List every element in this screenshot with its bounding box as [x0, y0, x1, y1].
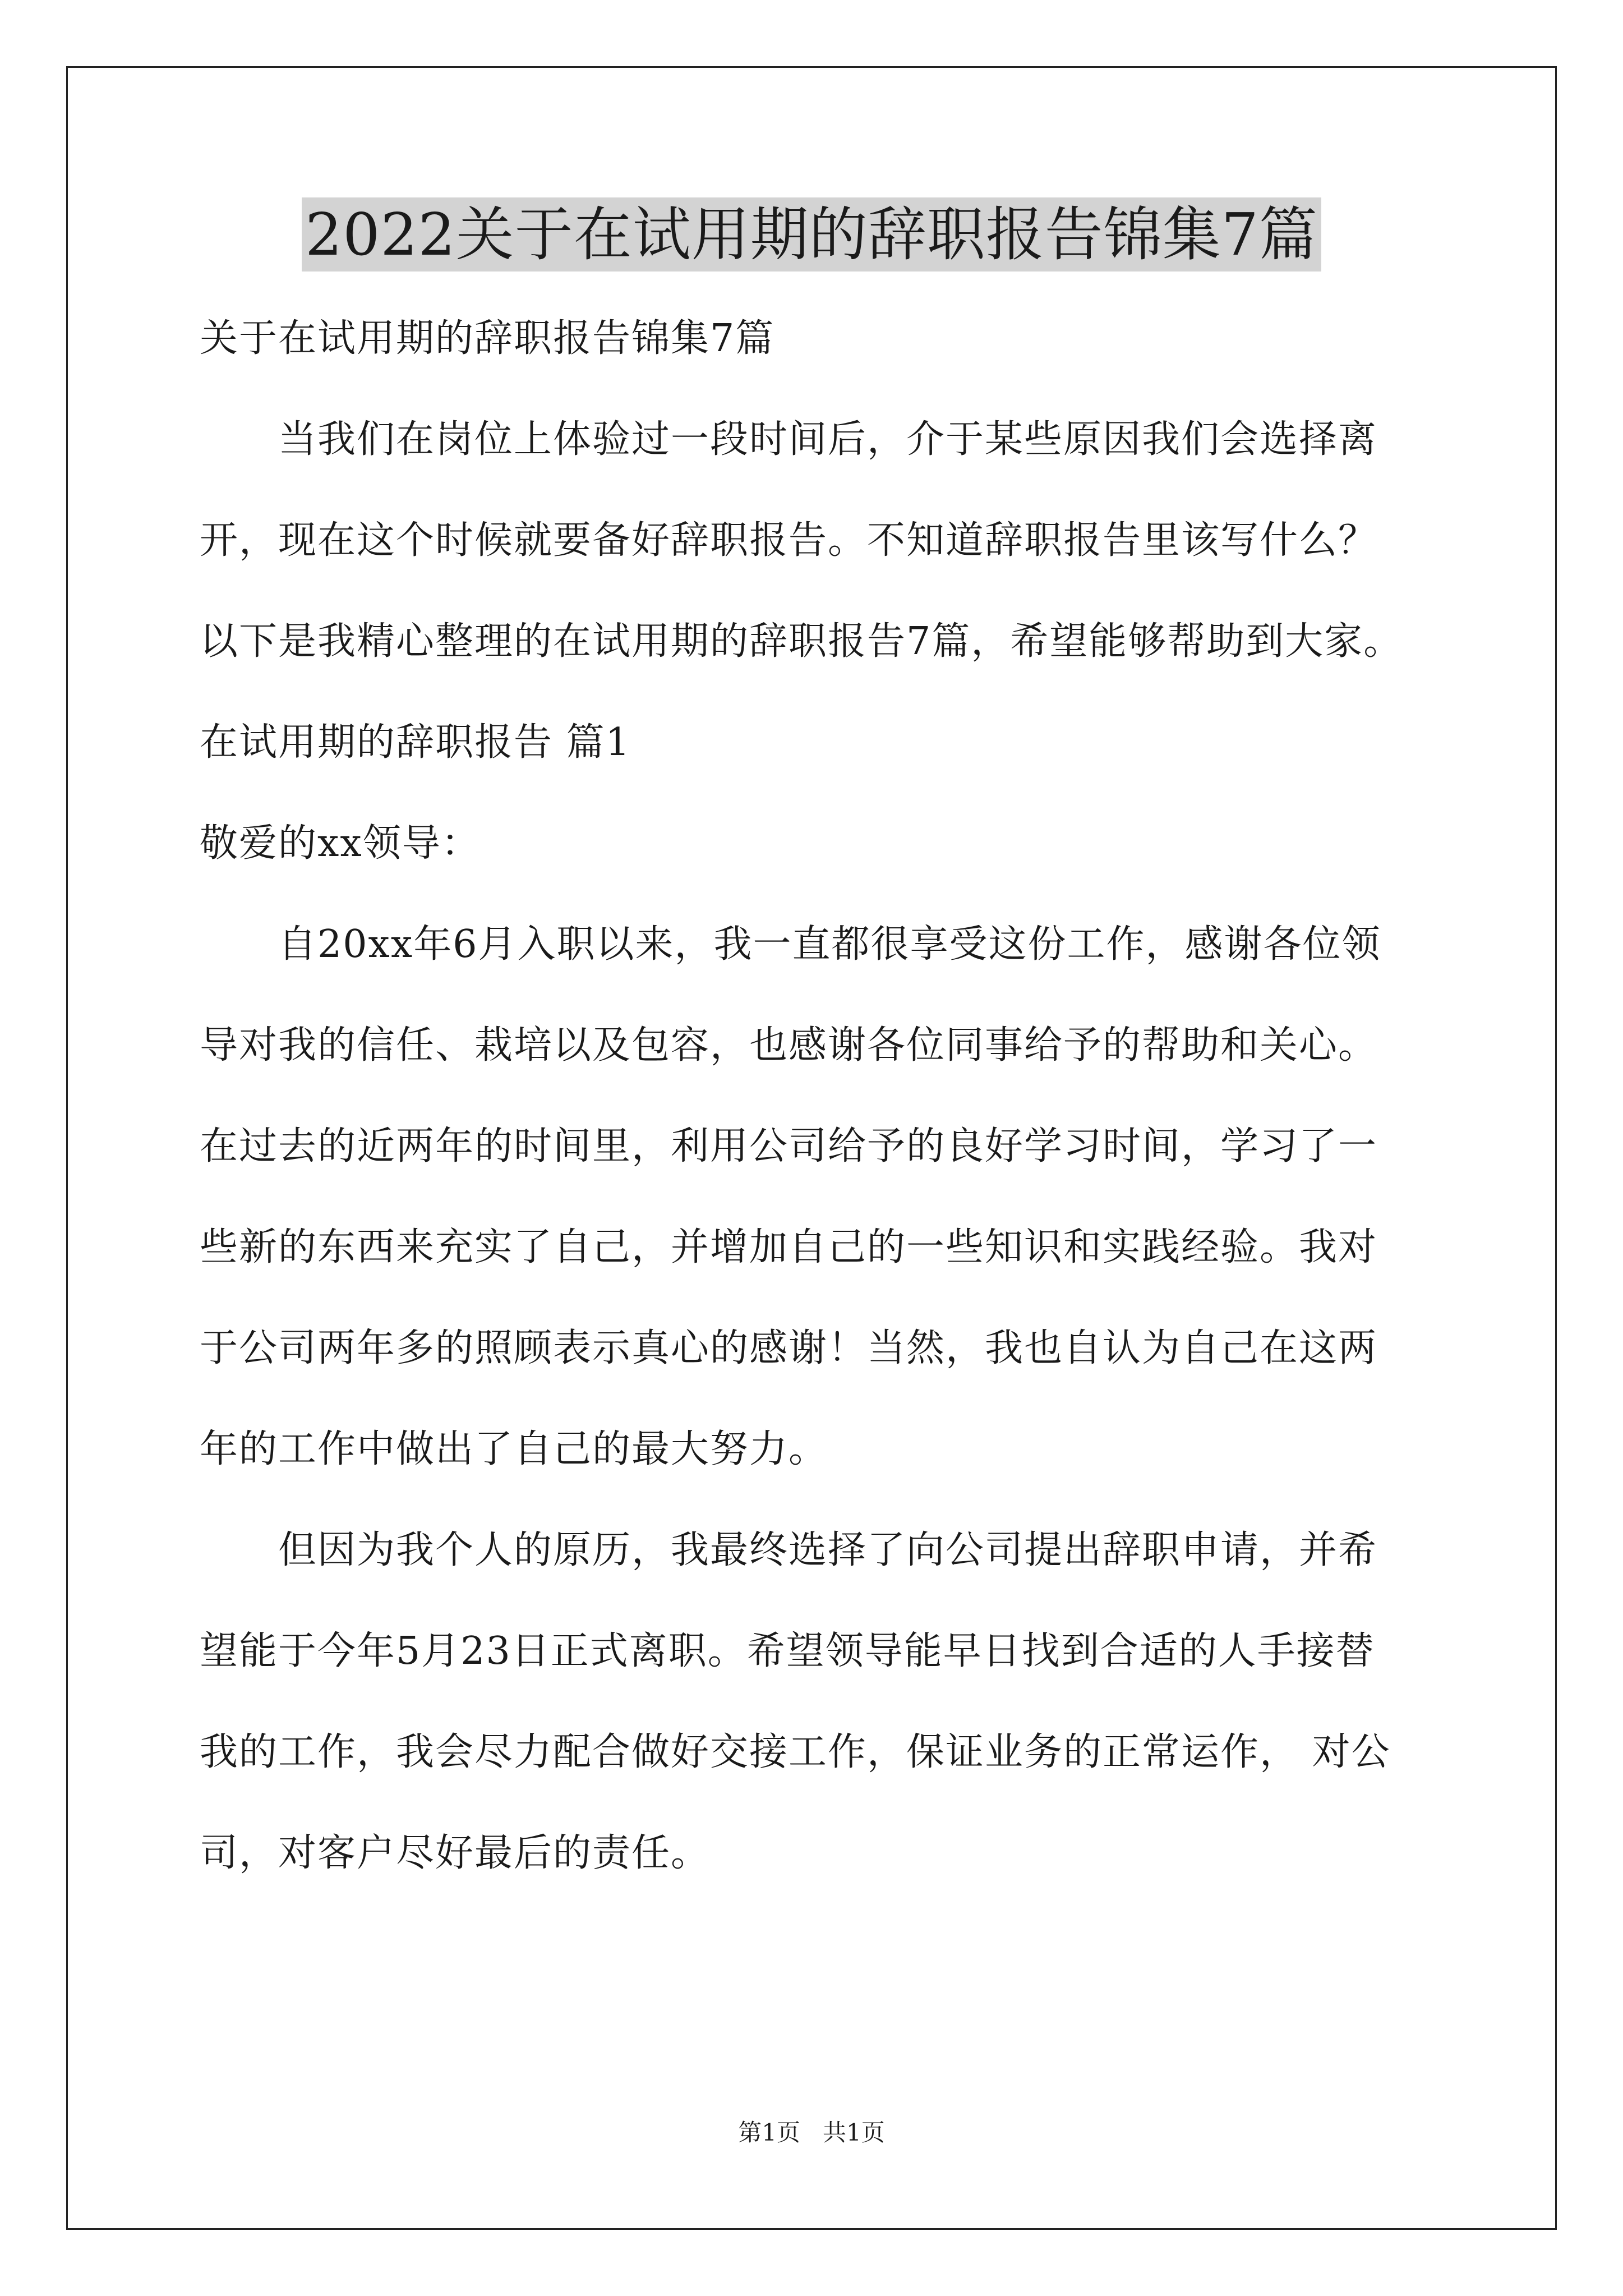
body-line: 自20xx年6月入职以来，我一直都很享受这份工作，感谢各位领 [200, 922, 1381, 967]
body-line: 以下是我精心整理的在试用期的辞职报告7篇，希望能够帮助到大家。 [200, 619, 1403, 664]
body-line: 望能于今年5月23日正式离职。希望领导能早日找到合适的人手接替 [200, 1629, 1375, 1673]
body-line: 于公司两年多的照顾表示真心的感谢！当然，我也自认为自己在这两 [200, 1326, 1378, 1370]
body-line: 司，对客户尽好最后的责任。 [200, 1831, 711, 1875]
body-line: 些新的东西来充实了自己，并增加自己的一些知识和实践经验。我对 [200, 1225, 1378, 1269]
page-footer: 第1页 共1页 [738, 2119, 885, 2146]
body-line: 导对我的信任、栽培以及包容，也感谢各位同事给予的帮助和关心。 [200, 1023, 1378, 1068]
document-title: 2022关于在试用期的辞职报告锦集7篇 [302, 197, 1321, 272]
salutation: 敬爱的xx领导： [200, 821, 481, 866]
body-line: 但因为我个人的原历，我最终选择了向公司提出辞职申请，并希 [200, 1528, 1378, 1572]
section-heading: 在试用期的辞职报告 篇1 [200, 720, 631, 765]
body-line: 我的工作，我会尽力配合做好交接工作，保证业务的正常运作， 对公 [200, 1730, 1391, 1774]
body-line: 年的工作中做出了自己的最大努力。 [200, 1427, 828, 1471]
subtitle-line: 关于在试用期的辞职报告锦集7篇 [200, 316, 775, 361]
body-line: 在过去的近两年的时间里，利用公司给予的良好学习时间，学习了一 [200, 1124, 1378, 1168]
body-line: 当我们在岗位上体验过一段时间后，介于某些原因我们会选择离 [200, 417, 1378, 462]
title-container [0, 197, 1623, 272]
body-line: 开，现在这个时候就要备好辞职报告。不知道辞职报告里该写什么？ [200, 518, 1378, 563]
